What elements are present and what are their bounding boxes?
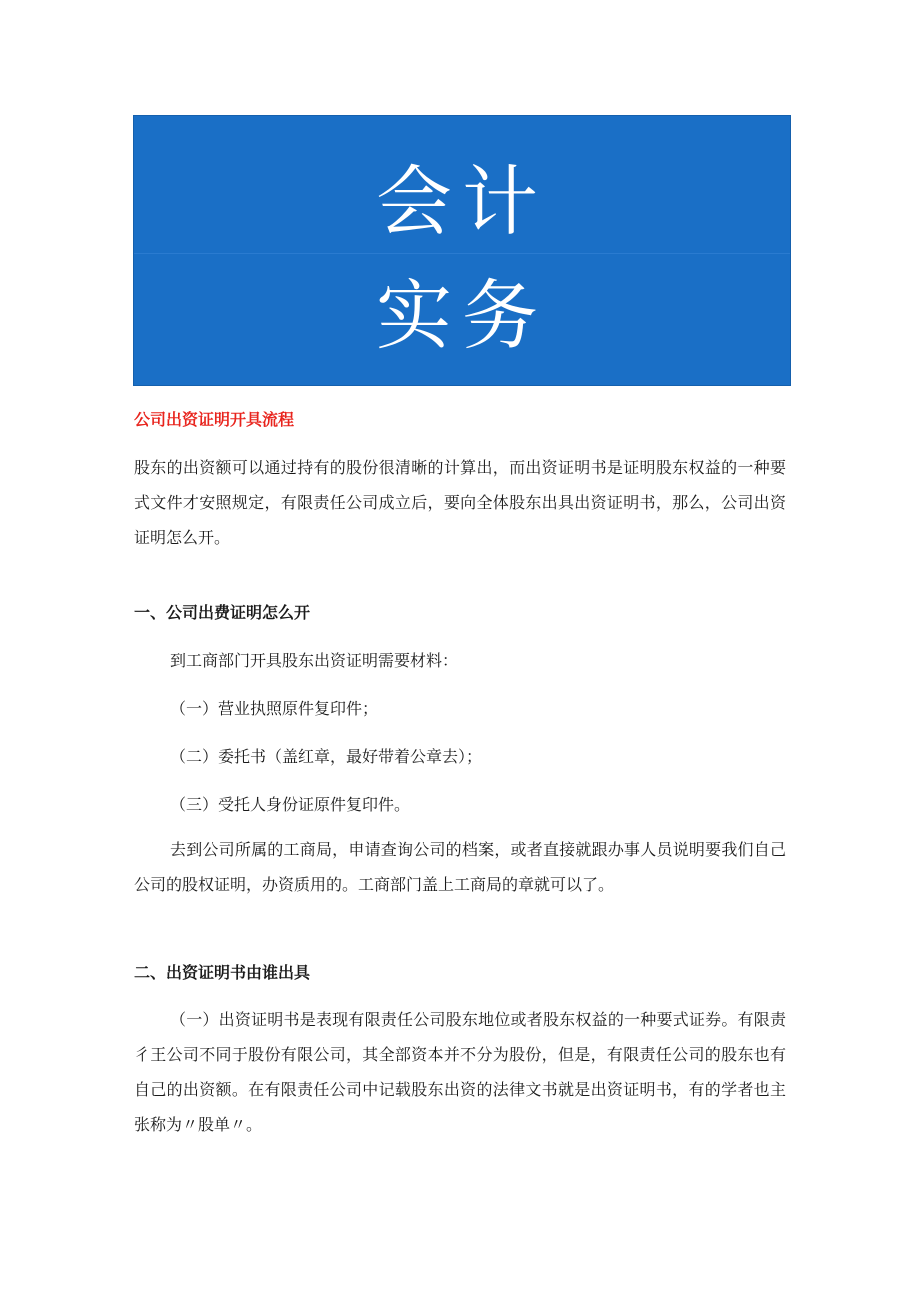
section-2-body-paragraph: （一）出资证明书是表现有限责任公司股东地位或者股东权益的一种要式证券。有限责彳王公司不同于股份有限公司，其全部资本并不分为股份，但是，有限责任公司的股东也有自己的出资额。在有限责任公司中记载股东出资的法律文书就是出资证明书，有的学者也主张称为〃股单〃。 [134, 1010, 786, 1134]
section-1-heading: 一、公司出费证明怎么开 [134, 603, 311, 622]
banner-title-line-1: 会计 [376, 157, 548, 246]
material-item-3: （三）受托人身份证原件复印件。 [170, 795, 411, 814]
section-1-lead: 到工商部门开具股东出资证明需要材料： [170, 651, 459, 670]
intro-paragraph: 股东的出资额可以通过持有的股份很清晰的计算出，而出资证明书是证明股东权益的一种要式文件才安照规定，有限责任公司成立后，要向全体股东出具出资证明书，那么，公司出资证明怎么开。 [134, 458, 786, 547]
material-item-2: （二）委托书（盖红章，最好带着公章去）； [170, 747, 483, 766]
section-2-heading: 二、出资证明书由谁出具 [134, 963, 311, 982]
banner [133, 115, 791, 386]
material-item-1: （一）营业执照原件复印件； [170, 699, 379, 718]
section-1-closing-paragraph: 去到公司所属的工商局，申请查询公司的档案，或者直接就跟办事人员说明要我们自己公司的股权证明，办资质用的。工商部门盖上工商局的章就可以了。 [134, 840, 786, 894]
document-title: 公司出资证明开具流程 [134, 410, 295, 429]
banner-divider [134, 253, 790, 254]
banner-title-line-2: 实务 [376, 271, 548, 360]
